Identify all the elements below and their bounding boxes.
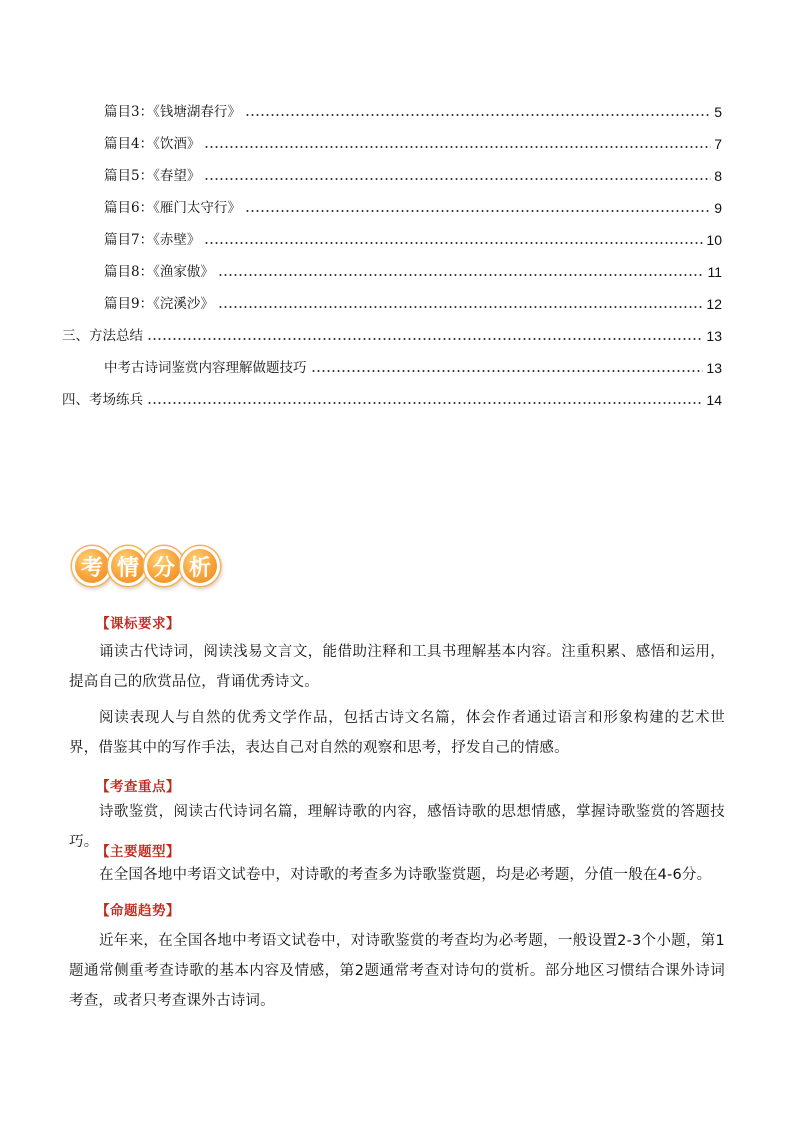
toc-entry[interactable] [104,131,722,153]
toc-entry-page: 10 [706,232,722,248]
toc-entry-label: 篇目4：《饮酒》 [104,136,201,152]
toc-leader-dots [204,145,711,149]
toc-entry-label: 篇目5：《春望》 [104,168,201,184]
toc-entry-label: 三、方法总结 [62,328,143,344]
toc-entry-label: 篇目8：《渔家傲》 [104,264,214,280]
toc-entry-page: 11 [707,264,722,280]
badge-char: 析 [180,546,220,586]
toc-entry-page: 9 [714,200,722,216]
toc-entry-label: 中考古诗词鉴赏内容理解做题技巧 [104,360,307,376]
toc-entry[interactable] [104,355,722,377]
toc-entry[interactable] [62,323,722,345]
toc-leader-dots [245,209,711,213]
toc-entry-label: 四、考场练兵 [62,392,143,408]
section-badge [72,546,216,586]
paragraph: 阅读表现人与自然的优秀文学作品，包括古诗文名篇，体会作者通过语言和形象构建的艺术世界，借鉴其中的写作手法，表达自己对自然的观察和思考，抒发自己的情感。 [69,710,725,756]
paragraph: 近年来，在全国各地中考语文试卷中，对诗歌鉴赏的考查均为必考题，一般设置2-3个小题，第1题通常侧重考查诗歌的基本内容及情感，第2题通常考查对诗句的赏析。部分地区习惯结合课外诗词考查，或者只考查课外古诗词。 [69,933,725,1009]
toc-leader-dots [147,401,703,405]
paragraph: 诵读古代诗词，阅读浅易文言文，能借助注释和工具书理解基本内容。注重积累、感悟和运用，提高自己的欣赏品位，背诵优秀诗文。 [69,644,725,690]
section-heading: 【命题趋势】 [96,903,180,919]
toc-entry-page: 13 [706,328,722,344]
toc-entry[interactable] [104,259,722,281]
toc-entry[interactable] [104,163,722,185]
toc-entry-page: 14 [706,392,722,408]
toc-entry[interactable] [104,291,722,313]
toc-entry-page: 7 [714,136,722,152]
toc-leader-dots [218,305,704,309]
toc-entry-label: 篇目9：《浣溪沙》 [104,296,214,312]
toc-entry[interactable] [62,387,722,409]
toc-entry[interactable] [104,195,722,217]
toc-entry[interactable] [104,227,722,249]
paragraph: 在全国各地中考语文试卷中，对诗歌的考查多为诗歌鉴赏题，均是必考题，分值一般在4-6分。 [99,867,712,883]
toc-entry-label: 篇目6：《雁门太守行》 [104,200,241,216]
toc-entry-page: 5 [714,104,722,120]
toc-leader-dots [204,241,703,245]
badge-char: 分 [144,546,184,586]
toc-leader-dots [245,113,711,117]
toc-entry-label: 篇目3：《钱塘湖春行》 [104,104,241,120]
section-heading: 【课标要求】 [96,616,180,632]
toc-leader-dots [218,273,705,277]
toc-leader-dots [311,369,704,373]
section-heading: 【主要题型】 [96,844,180,860]
toc-entry-page: 12 [706,296,722,312]
badge-char: 考 [72,546,112,586]
toc-entry-page: 8 [714,168,722,184]
badge-char: 情 [108,546,148,586]
section-heading: 【考查重点】 [96,779,180,795]
toc-entry[interactable] [104,99,722,121]
toc-leader-dots [147,337,703,341]
toc-leader-dots [204,177,711,181]
paragraph: 诗歌鉴赏，阅读古代诗词名篇，理解诗歌的内容，感悟诗歌的思想情感，掌握诗歌鉴赏的答题技巧。 [69,804,725,850]
toc-entry-label: 篇目7：《赤壁》 [104,232,201,248]
toc-entry-page: 13 [706,360,722,376]
